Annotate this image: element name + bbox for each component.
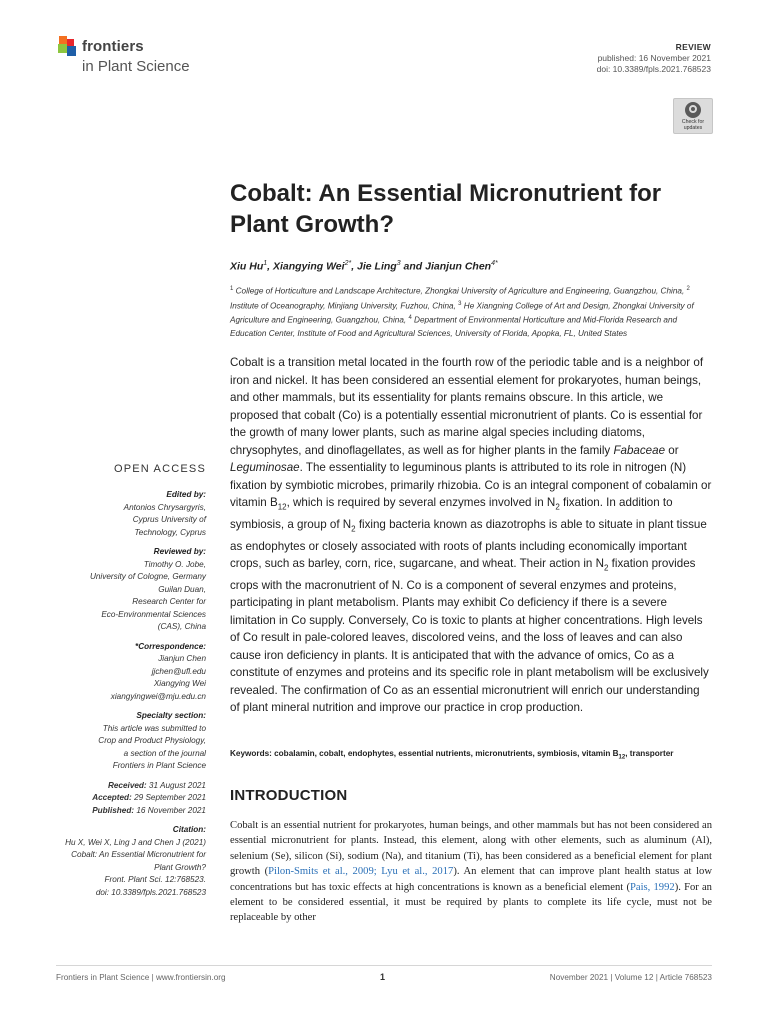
sidebar-line: University of Cologne, Germany: [89, 572, 206, 581]
abstract: [230, 354, 712, 717]
abstract-text: . The essentiality to leguminous plants is attributed to its role in nitrogen (N) fixation by symbiotic microbes, primarily rhizobia. Co is an integral component of cobalamin or vitamin B: [230, 461, 712, 509]
sidebar-line: This article was submitted to: [102, 723, 206, 733]
sidebar-line: Research Center for: [132, 597, 206, 606]
date-value: 29 September 2021: [131, 793, 206, 802]
author-affiliation-mark: 1: [263, 260, 268, 267]
page-number: 1: [380, 972, 386, 982]
sidebar-block: [56, 489, 206, 539]
check-for-updates-button[interactable]: [673, 98, 713, 134]
abstract-text: , which is required by several enzymes involved in N: [286, 496, 556, 509]
affiliation-number: 4: [408, 315, 412, 322]
abstract-text: fixing bacteria known as diazotrophs is able to situate in plant tissue as endophytes or closely associated with roots of plants including economically important crops, such as barley, corn, rice, sugarcane, and wheat. Their action in N: [230, 517, 707, 571]
abstract-italic: Leguminosae: [230, 461, 300, 474]
sidebar-heading: Reviewed by:: [153, 547, 206, 556]
intro-text: ). An element that can improve plant health status at low concentrations but has toxic effects at high concentrations is known as a beneficial element (: [230, 866, 712, 893]
abstract-text: or: [665, 443, 679, 457]
citation-line: doi: 10.3389/fpls.2021.768523: [95, 887, 206, 897]
citation-link[interactable]: Pilon-Smits et al., 2009; Lyu et al., 2017: [268, 866, 454, 878]
date-value: 16 November 2021: [134, 805, 206, 815]
abstract-text: Cobalt is a transition metal located in the fourth row of the periodic table and is a neighbor of iron and nickel. It has been considered an essential element for prokaryotes, human beings, and other mammals, but its essentiality for plants remains obscure. In this article, we proposed that cobalt (Co) is a potentially essential micronutrient of plants. Co is essential for the growth of many lower plants, such as marine algal species including diatoms, chrysophytes, and dinoflagellates, as well as for higher plants in the family: [230, 356, 704, 457]
author-name: Xiu Hu: [230, 260, 264, 273]
affiliation-text: He Xiangning College of Art and Design, Zhongkai University of Agriculture and Engineering, Guangzhou, China,: [230, 301, 694, 326]
sidebar-line: Frontiers in Plant Science: [112, 761, 206, 770]
author-affiliation-mark: 2*: [344, 260, 352, 267]
email-link[interactable]: jjchen@ufl.edu: [151, 666, 206, 676]
affiliation-number: 1: [230, 286, 234, 292]
footer-journal-link[interactable]: Frontiers in Plant Science | www.frontiersin.org: [56, 973, 226, 982]
sidebar-heading: *Correspondence:: [135, 641, 206, 651]
sidebar-line: Xiangying Wei: [153, 679, 206, 688]
logo-square-orange: [59, 36, 67, 44]
article-title: Cobalt: An Essential Micronutrient for Plant Growth?: [230, 180, 662, 238]
article-type: REVIEW: [675, 42, 711, 52]
sidebar-block: [56, 546, 206, 634]
affiliation-text: Institute of Oceanography, Minjiang University, Fuzhou, China,: [230, 301, 456, 311]
date-label: Published:: [92, 805, 135, 815]
frontiers-logo-icon: [56, 34, 82, 60]
author-affiliation-mark: 4*: [491, 260, 498, 267]
affiliation-number: 3: [458, 300, 462, 307]
sidebar-line: Cyprus University of: [132, 515, 206, 524]
sidebar-line: Crop and Product Physiology,: [98, 736, 206, 745]
date-label: Accepted:: [92, 793, 132, 802]
article-doi: doi: 10.3389/fpls.2021.768523: [596, 64, 711, 74]
date-row: [56, 780, 206, 793]
sidebar-heading: Citation:: [172, 825, 206, 834]
check-updates-line1: Check for: [681, 119, 705, 125]
author-name: Jianjun Chen: [425, 260, 492, 273]
sidebar-line: Eco-Environmental Sciences: [101, 609, 206, 619]
keywords-text: Keywords: cobalamin, cobalt, endophytes, essential nutrients, micronutrients, symbiosis, vitamin B: [230, 749, 619, 758]
sidebar-info: [56, 489, 206, 906]
author-list: Xiu Hu$^1$, Xiangying Wei$^{2*}$, Jie Ling$^3$ and Jianjun Chen$^{4*}$: [230, 260, 498, 273]
abstract-subscript: 2: [603, 563, 609, 573]
email-link[interactable]: xiangyingwei@mju.edu.cn: [110, 691, 206, 701]
sidebar-line: Guilan Duan,: [158, 584, 206, 594]
date-value: 31 August 2021: [146, 780, 206, 790]
footer-issue-info: November 2021 | Volume 12 | Article 768523: [549, 973, 712, 982]
introduction-paragraph: [230, 818, 712, 926]
logo-square-red: [67, 39, 74, 46]
abstract-text: fixation. In addition to symbiosis, a group of N: [230, 496, 673, 531]
keywords-subscript: 12: [618, 754, 626, 761]
sidebar-line: Technology, Cyprus: [134, 527, 206, 537]
journal-logo[interactable]: [56, 34, 226, 84]
abstract-subscript: 2: [351, 524, 356, 534]
section-heading-introduction: INTRODUCTION: [230, 787, 348, 804]
journal-name: in Plant Science: [82, 58, 190, 75]
keywords: [230, 749, 720, 761]
author-name: Xiangying Wei: [273, 260, 345, 273]
sidebar-citation: [56, 824, 206, 899]
open-access-label: OPEN ACCESS: [113, 463, 206, 475]
logo-square-blue: [67, 46, 76, 56]
check-updates-line2: updates: [683, 125, 703, 131]
keywords-text: , transporter: [625, 749, 674, 758]
sidebar-heading: Specialty section:: [136, 711, 206, 720]
article-meta: [597, 42, 711, 75]
author-name: Jie Ling: [357, 260, 397, 273]
sidebar-dates: [56, 780, 206, 818]
affiliation-number: 2: [686, 286, 690, 292]
check-for-updates-label: [674, 119, 712, 131]
citation-line: Front. Plant Sci. 12:768523.: [104, 875, 206, 884]
citation-line: Hu X, Wei X, Ling J and Chen J (2021): [65, 837, 206, 847]
date-label: Received:: [107, 780, 147, 790]
abstract-subscript: 2: [555, 502, 560, 512]
citation-line: Cobalt: An Essential Micronutrient for: [71, 850, 206, 859]
sidebar-block: [56, 641, 206, 704]
sidebar-line: Jianjun Chen: [158, 654, 206, 663]
date-row: [56, 792, 206, 805]
abstract-italic: Fabaceae: [613, 443, 666, 457]
affiliation-text: Department of Environmental Horticulture and Mid-Florida Research and Education Center, Institute of Food and Agricultural Sciences, University of Florida, Apopka, FL, United States: [230, 316, 678, 339]
affiliations: [230, 283, 710, 340]
abstract-subscript: 12: [277, 502, 287, 512]
citation-line: Plant Growth?: [154, 862, 206, 872]
brand-name: frontiers: [82, 38, 144, 55]
affiliation-text: College of Horticulture and Landscape Architecture, Zhongkai University of Agriculture and Engineering, Guangzhou, China,: [233, 286, 685, 296]
crossmark-icon: [685, 102, 701, 118]
sidebar-line: Timothy O. Jobe,: [143, 559, 206, 569]
intro-text: Cobalt is an essential nutrient for prokaryotes, human beings, and other mammals but has not been considered an essential micronutrient for plants. Instead, this element, along with other elements, such as aluminum (Al), selenium (Se), silicon (Si), sodium (Na), and titanium (Ti), has been considered as a beneficial element for plant growth (: [230, 820, 712, 878]
date-row: [56, 805, 206, 818]
published-date: published: 16 November 2021: [597, 53, 711, 63]
footer-divider: [56, 965, 712, 966]
sidebar-line: a section of the journal: [123, 748, 206, 758]
citation-link[interactable]: Pais, 1992: [629, 881, 675, 893]
sidebar-line: Antonios Chrysargyris,: [123, 502, 206, 512]
sidebar-block: [56, 710, 206, 773]
sidebar-heading: Edited by:: [166, 490, 206, 499]
intro-text: ). For an element to be considered essential, it must be required by plants to complete its life cycle, must not be replaceable by other: [230, 881, 712, 924]
sidebar-line: (CAS), China: [157, 622, 206, 631]
logo-square-green: [58, 44, 67, 53]
author-affiliation-mark: 3: [396, 260, 401, 267]
abstract-text: fixation provides crops with the macronutrient of N. Co is a component of several enzymes and proteins, participating in plant metabolism. Plants may exhibit Co deficiency if there is a severe limitation in Co supply. Conversely, Co is toxic to plants at higher concentrations. High levels of Co result in pale-colored leaves, discolored veins, and the loss of leaves and can also cause iron deficiency in plants. It is anticipated that with the advance of omics, Co as a constitute of enzymes and proteins and its specific role in plant metabolism will be exclusively revealed. The confirmation of Co as an essential micronutrient will enrich our understanding of plant mineral nutrition and improve our practice in crop production.: [230, 557, 709, 715]
